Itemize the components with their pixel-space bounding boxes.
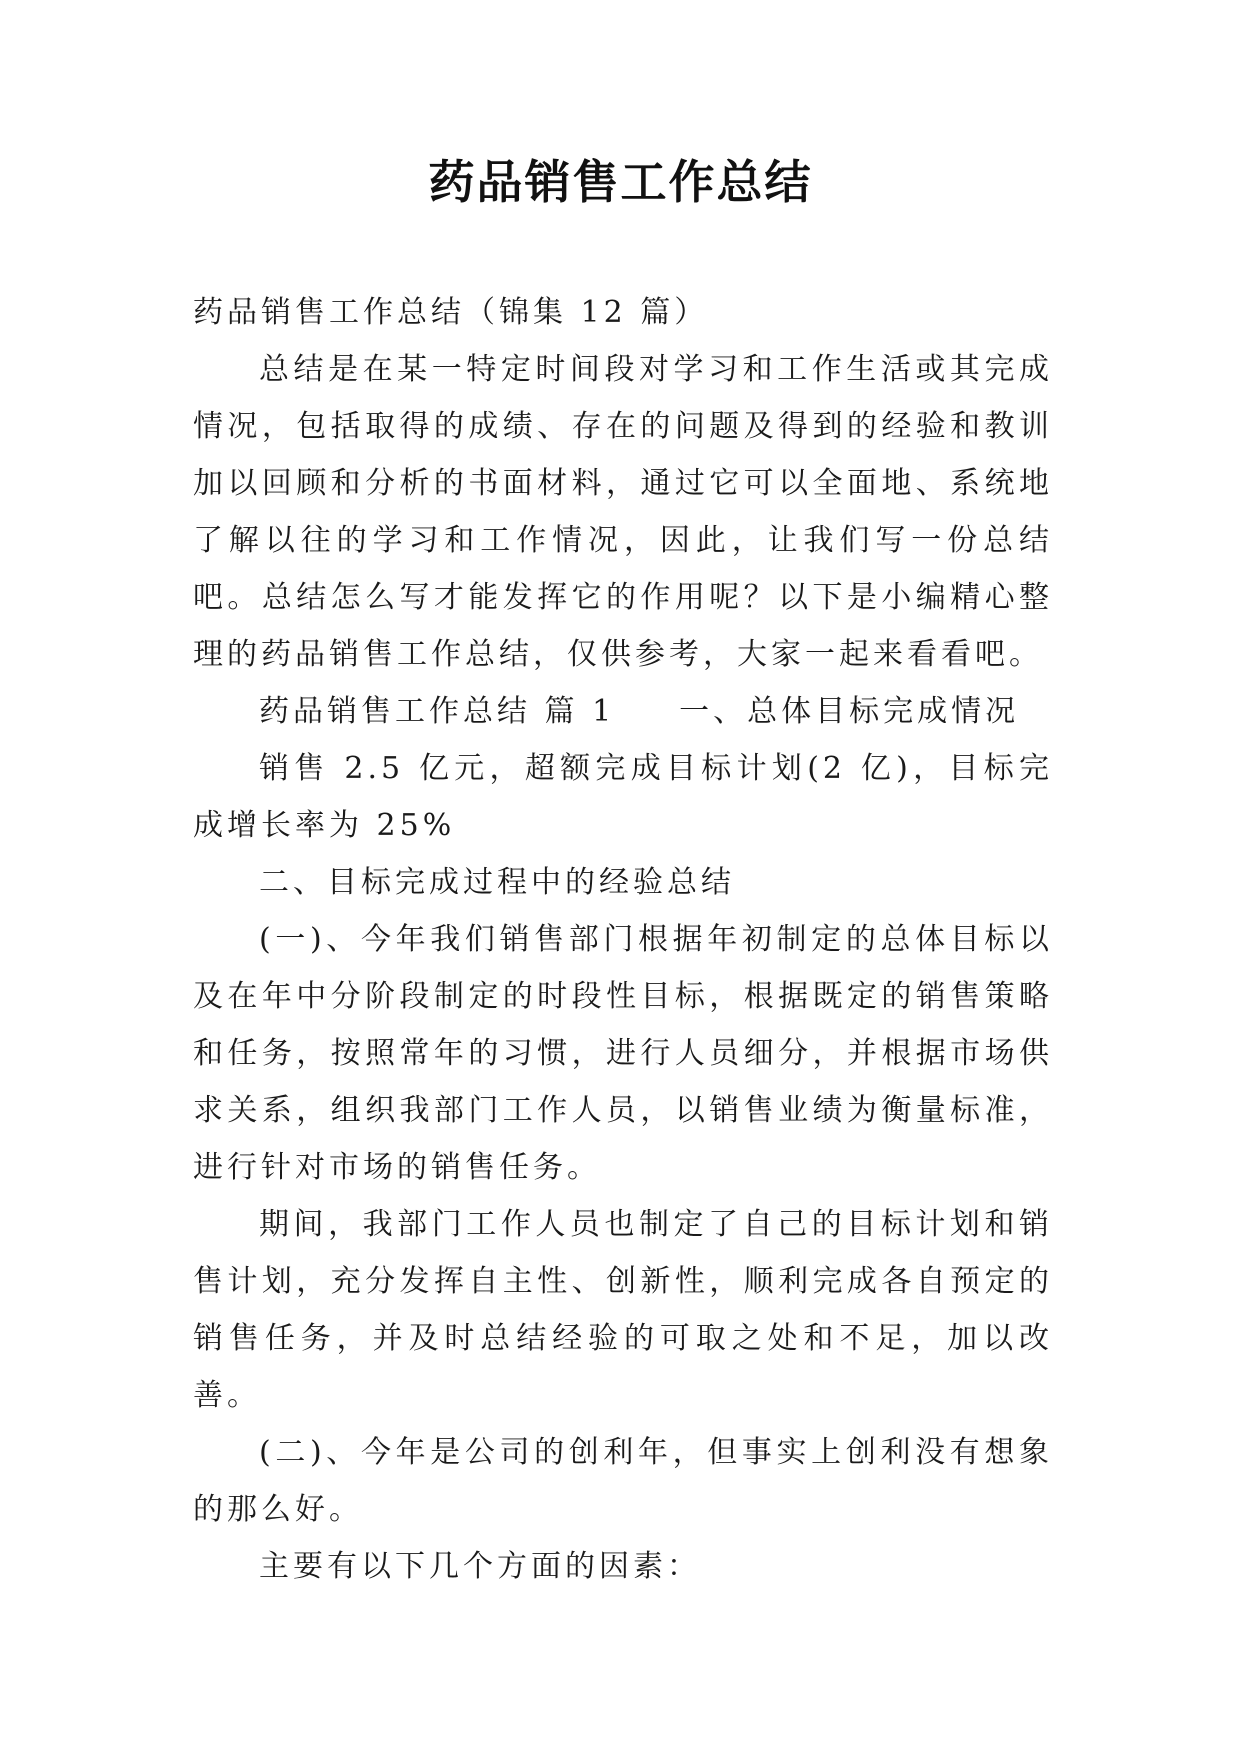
article-label: 药品销售工作总结 篇 1 [259, 694, 616, 729]
document-subtitle: 药品销售工作总结（锦集 12 篇） [193, 295, 709, 330]
sales-result-paragraph: 销售 2.5 亿元，超额完成目标计划(2 亿)，目标完成增长率为 25% [193, 751, 1053, 843]
profit-paragraph: (二)、今年是公司的创利年，但事实上创利没有想象的那么好。 [193, 1435, 1053, 1527]
factors-paragraph: 主要有以下几个方面的因素： [259, 1549, 701, 1584]
experience-paragraph-1: (一)、今年我们销售部门根据年初制定的总体目标以及在年中分阶段制定的时段性目标，根据既定的销售策略和任务，按照常年的习惯，进行人员细分，并根据市场供求关系，组织我部门工作人员，以销售业绩为衡量标准，进行针对市场的销售任务。 [193, 922, 1053, 1185]
experience-paragraph-2: 期间，我部门工作人员也制定了自己的目标计划和销售计划，充分发挥自主性、创新性，顺利完成各自预定的销售任务，并及时总结经验的可取之处和不足，加以改善。 [193, 1207, 1053, 1413]
section-heading-line [193, 683, 1053, 740]
page-title: 药品销售工作总结 [428, 155, 813, 209]
section-heading: 一、总体目标完成情况 [679, 694, 1020, 729]
section-heading-2: 二、目标完成过程中的经验总结 [259, 865, 735, 900]
document-body [193, 284, 1053, 1595]
intro-paragraph: 总结是在某一特定时间段对学习和工作生活或其完成情况，包括取得的成绩、存在的问题及得到的经验和教训加以回顾和分析的书面材料，通过它可以全面地、系统地了解以往的学习和工作情况，因此，让我们写一份总结吧。总结怎么写才能发挥它的作用呢？以下是小编精心整理的药品销售工作总结，仅供参考，大家一起来看看吧。 [193, 352, 1053, 672]
